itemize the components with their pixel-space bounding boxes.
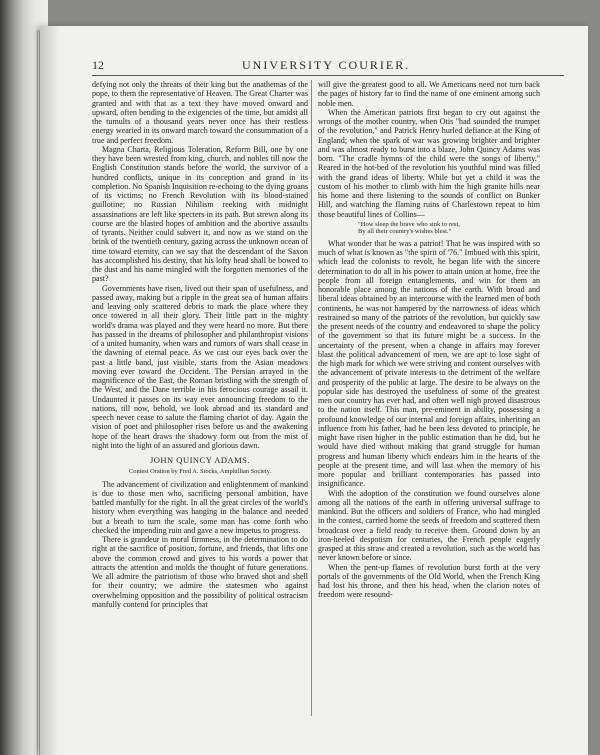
running-head: UNIVERSITY COURIER. [242,58,411,72]
paragraph: When the pent-up flames of revolution burst forth at the very portals of the governments of the Old World, when the French King had lost his throne, and then his head, when the clarion notes of freedom were resound- [318,562,540,600]
left-column [92,80,308,609]
article-byline: Contest Oration by Fred A. Stocks, Amphillian Society. [129,468,271,476]
page-header [92,58,562,72]
paragraph: Magna Charta, Religious Toleration, Reform Bill, one by one they have been wrested from king, church, and nobles till now the English Constitution stands before the world, the survivor of a hundred conflicts, unique in its conception and grand in its completion. No Spanish Inquisition re-echoing to the dying groans of its victims; no French Revolution with its blood-stained guillotine; no Russian Nihilism reeking with midnight assassinations are left like specters in its path. But strewn along its course are the blasted hopes of ambition and the abortive assaults of tyrants. Neither could subvert it, and now as we stand on the brink of the twentieth century, gazing across the unknown ocean of time toward eternity, can we say that the descendant of the Saxon has accomplished his destiny, that his lofty head shall be bowed to the dust and his name mingled with the forgotten memories of the past? [92,144,309,284]
right-column [318,80,540,600]
verse-quote [358,221,540,236]
paragraph: The advancement of civilization and enlightenment of mankind is due to those men who, sacrificing personal ambition, have battled manfully for the right. In all the great circles of the world's history when everything was hanging in the balance and needed but a breath to turn the scale, some man has come forth who checked the impending ruin and gave a new impetus to progress. [92,479,308,535]
column-divider [311,80,312,716]
paragraph: Governments have risen, lived out their span of usefulness, and passed away, making but a ripple in the great sea of human affairs and leaving only scattered debris to mark the place where they once towered in all their glory. Their little part in the mighty world's drama was played and they were heard no more. But there has passed in the dreams of philosopher and philanthropist visions of a united humanity, when wars and rumors of wars shall cease in the dawning of eternal peace. As we cast our eyes back over the past a little band, just visible, starts from the Asian meadows moving ever toward the Occident. The Persian arrayed in the magnificence of the East, the Roman bristling with the strength of the West, and the Dane terrible in his ferocious courage assail it. Undaunted it passes on its way ever announcing freedom to the nations, till now, behold, we look abroad and its standard and speech never cease to salute the flaming chariot of day. Again the vision of poet and philosopher rises before us and the awakening hope of the heart draws the shadowy form out from the mist of night into the light of an assured and glorious dawn. [92,283,308,450]
article-title: JOHN QUINCY ADAMS. [149,455,251,465]
verse-line: "How sleep the brave who sink to rest, [358,220,460,228]
paragraph: There is grandeur in moral firmness, in the determination to do right at the sacrifice of position, fortune, and friends, that lifts one above the common crowd and gives to his words a power that attracts the attention and molds the thought of future generations. We all admire the patriotism of those who braved shot and shell for their country; we admire the statesmen who against overwhelming opposition and the possibility of political ostracism manfully contend for principles that [92,535,308,609]
paragraph: will give the greatest good to all. We Americans need not turn back the pages of history far to find the name of one eminent among such noble men. [318,80,540,108]
header-rule [92,75,564,76]
paragraph: What wonder that he was a patriot! That he was inspired with so much of what is known as "the spirit of '76." Imbued with this spirit, which lead the colonists to revolt, he began life with the sincere determination to do all in his power to attain union at home, free the people from all foreign entanglements, and win for them an honorable place among the nations of the earth. With broad and liberal ideas obtained by an intercourse with the learned men of both continents, he was not hampered by the narrowness of ideas which restrained so many of the patriots of the revolution, but quickly saw the present needs of the country and endeavored to shape the policy of the government so that its future might be a success. In the uncertainty of the present, when a change in affairs may forever blast the political advancement of men, we are apt to lose sight of the high mark for which we were striving and content ourselves with the advancement of private interests to the detriment of the welfare and prosperity of the public at large. The desire to be always on the popular side has destroyed the usefulness of some of the greatest men our country has ever had, and often well nigh proved disastrous to the nation itself. This man, pre-eminent in ability, possessing a profound knowledge of our internal and foreign affairs, inheriting an influence from his father, had he been less devoted to principle, he might have risen higher in the public estimation than he did, but he would have died without making that grand struggle for human progress and human liberty which endears him in the hearts of the people at the present time, and will last when the memory of his more popular and brilliant contemporaries has passed into insignificance. [318,238,540,489]
page-number: 12 [92,58,104,72]
paragraph: With the adoption of the constitution we found ourselves alone among all the nations of the earth in offering universal suffrage to mankind. But the officers and soldiers of France, who had mingled in the contest, carried home the seeds of freedom and scattered them broadcast over a field ready to receive them. Ground down by an iron-heeled despotism for centuries, the French people eagerly grasped at this straw and created a revolution, such as the world has never known before or since. [318,488,540,563]
paragraph: defying not only the threats of their king but the anathemas of the pope, to them the representative of Heaven. The Great Charter was granted and with that as a text they have moved onward and upward, often bending to the exigencies of the time, but amidst all the tumults of a thousand years never once has their restless energy wearied in its onward march toward the consummation of a true and perfect freedom. [92,80,308,145]
paragraph: When the American patriots first began to cry out against the wrongs of the mother country, when Otis "had sounded the trumpet of the revolution," and Patrick Henry hurled defiance at the King of England; when the spark of war was growing brighter and brighter and was almost ready to burst into a blaze, John Quincy Adams was born. "The cradle hymns of the child were the songs of liberty." Reared in the hot-bed of the revolution his youthful mind was filled with the grand ideas of liberty. While but yet a child it was the custom of his mother to climb with him the high granite hills near his home and there listening to the sounds of conflict on Bunker Hill, and watching the flaming ruins of Charlestown repeat to him those beautiful lines of Collins— [318,107,540,219]
verse-line: By all their country's wishes blest." [358,228,452,236]
